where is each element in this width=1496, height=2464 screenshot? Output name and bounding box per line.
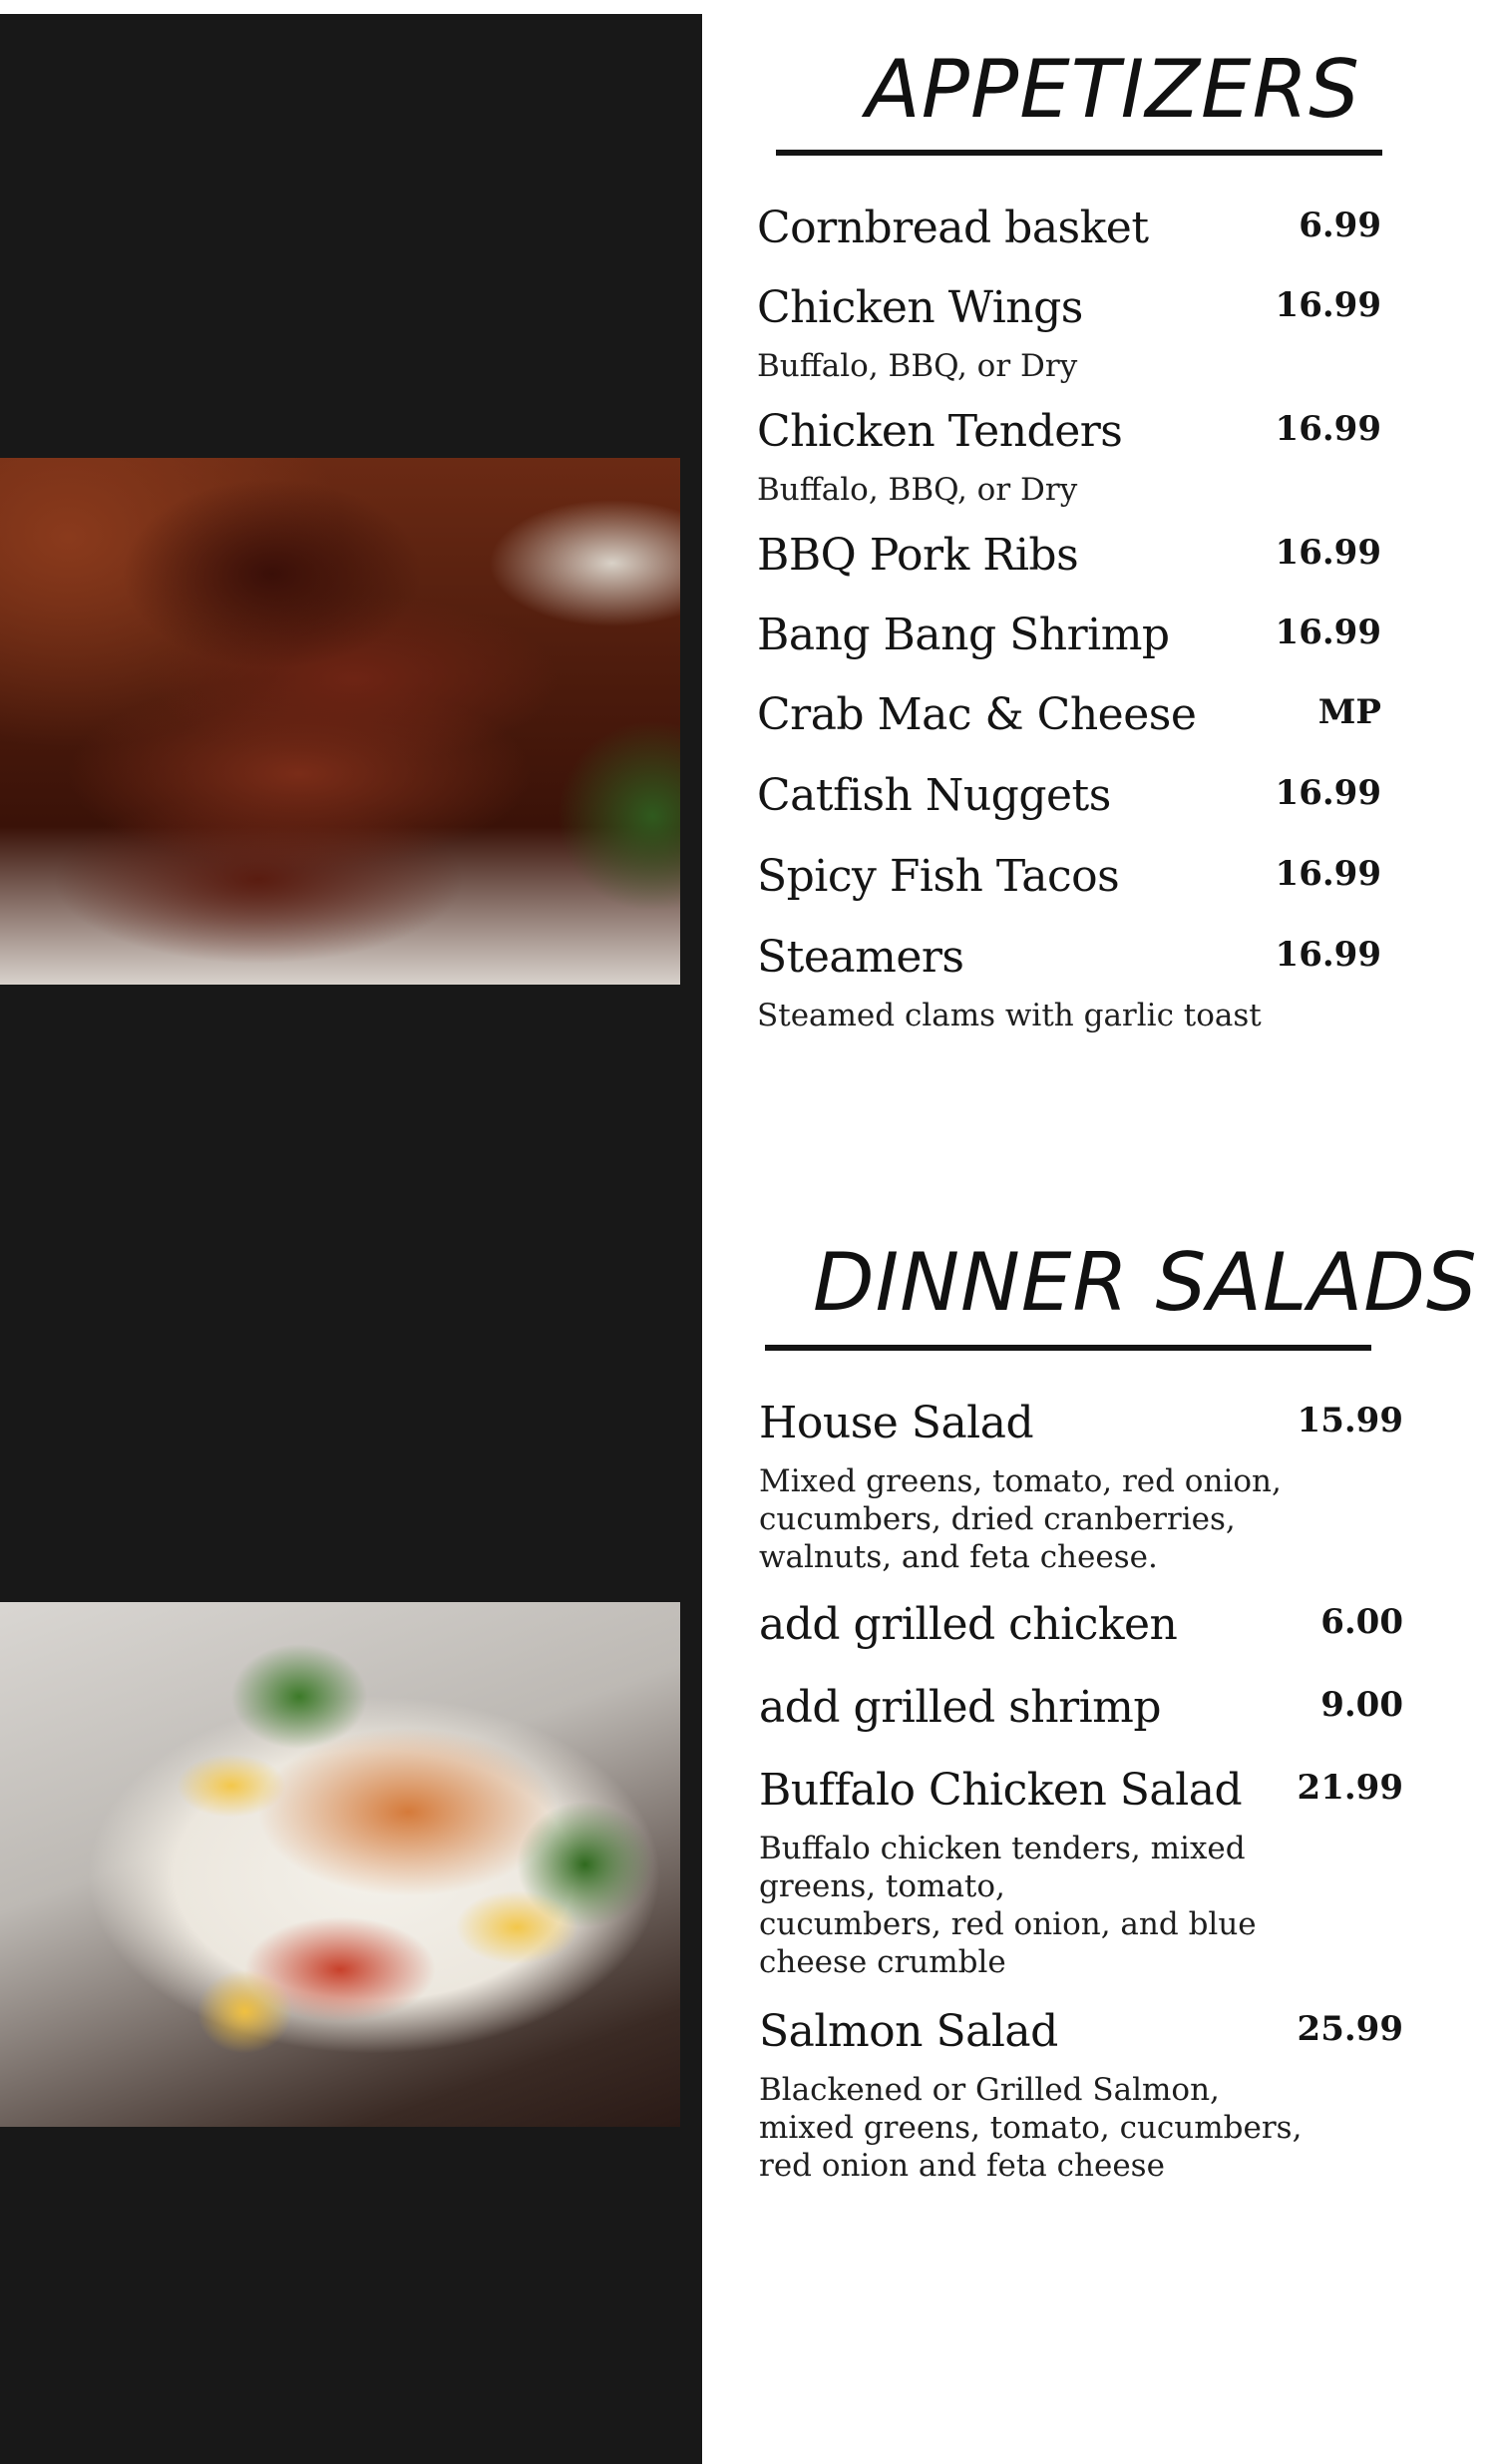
- menu-item: [759, 1766, 1403, 1995]
- menu-item: [759, 1399, 1403, 1588]
- item-price: 16.99: [1275, 285, 1381, 325]
- menu-item: [759, 1683, 1403, 1733]
- item-description: Buffalo, BBQ, or Dry: [757, 472, 1078, 508]
- item-name: BBQ Pork Ribs: [757, 530, 1079, 581]
- bbq-ribs-photo: [0, 458, 680, 985]
- menu-item: [759, 1600, 1403, 1650]
- item-price: 25.99: [1297, 2009, 1403, 2049]
- item-price: 16.99: [1275, 613, 1381, 652]
- item-price: 15.99: [1297, 1401, 1403, 1440]
- item-price: 16.99: [1275, 533, 1381, 573]
- menu-item: [757, 283, 1381, 393]
- appetizers-title: APPETIZERS: [866, 43, 1360, 136]
- item-price: 16.99: [1275, 773, 1381, 813]
- item-price: 9.00: [1320, 1685, 1403, 1725]
- appetizers-rule: [776, 150, 1382, 156]
- item-price: 16.99: [1275, 854, 1381, 894]
- top-strip: [0, 0, 1496, 14]
- item-name: Cornbread basket: [757, 203, 1149, 253]
- item-name: Salmon Salad: [759, 2006, 1058, 2057]
- menu-item: [757, 690, 1381, 740]
- item-name: Catfish Nuggets: [757, 770, 1111, 821]
- item-name: Chicken Wings: [757, 282, 1083, 333]
- menu-item: [757, 771, 1381, 821]
- menu-item: [757, 407, 1381, 517]
- item-description: Steamed clams with garlic toast: [757, 998, 1262, 1033]
- item-name: Buffalo Chicken Salad: [759, 1765, 1243, 1816]
- item-price: 6.00: [1320, 1602, 1403, 1642]
- item-description: Mixed greens, tomato, red onion, cucumbers, dried cranberries, walnuts, and feta cheese.: [759, 1463, 1282, 1575]
- item-name: Steamers: [757, 932, 964, 983]
- dinner-salads-title: DINNER SALADS: [813, 1236, 1478, 1329]
- item-price: 6.99: [1299, 205, 1381, 245]
- item-price: 16.99: [1275, 935, 1381, 975]
- item-price: MP: [1317, 692, 1381, 732]
- menu-item: [757, 852, 1381, 902]
- dinner-salads-rule: [765, 1345, 1371, 1351]
- item-name: Spicy Fish Tacos: [757, 851, 1120, 902]
- item-description: Buffalo, BBQ, or Dry: [757, 348, 1078, 384]
- item-name: Chicken Tenders: [757, 406, 1123, 457]
- item-name: add grilled chicken: [759, 1599, 1178, 1650]
- menu-item: [759, 2007, 1403, 2197]
- menu-item: [757, 204, 1381, 253]
- item-name: add grilled shrimp: [759, 1682, 1162, 1733]
- item-description: Buffalo chicken tenders, mixed greens, tomato, cucumbers, red onion, and blue cheese crumble: [759, 1831, 1257, 1980]
- salad-photo: [0, 1602, 680, 2127]
- item-name: Bang Bang Shrimp: [757, 610, 1170, 660]
- item-price: 16.99: [1275, 409, 1381, 449]
- item-description: Blackened or Grilled Salmon, mixed greens, tomato, cucumbers, red onion and feta cheese: [759, 2072, 1303, 2184]
- menu-item: [757, 611, 1381, 660]
- menu-item: [757, 531, 1381, 581]
- item-price: 21.99: [1297, 1768, 1403, 1808]
- menu-item: [757, 933, 1381, 1042]
- item-name: House Salad: [759, 1398, 1034, 1448]
- item-name: Crab Mac & Cheese: [757, 689, 1197, 740]
